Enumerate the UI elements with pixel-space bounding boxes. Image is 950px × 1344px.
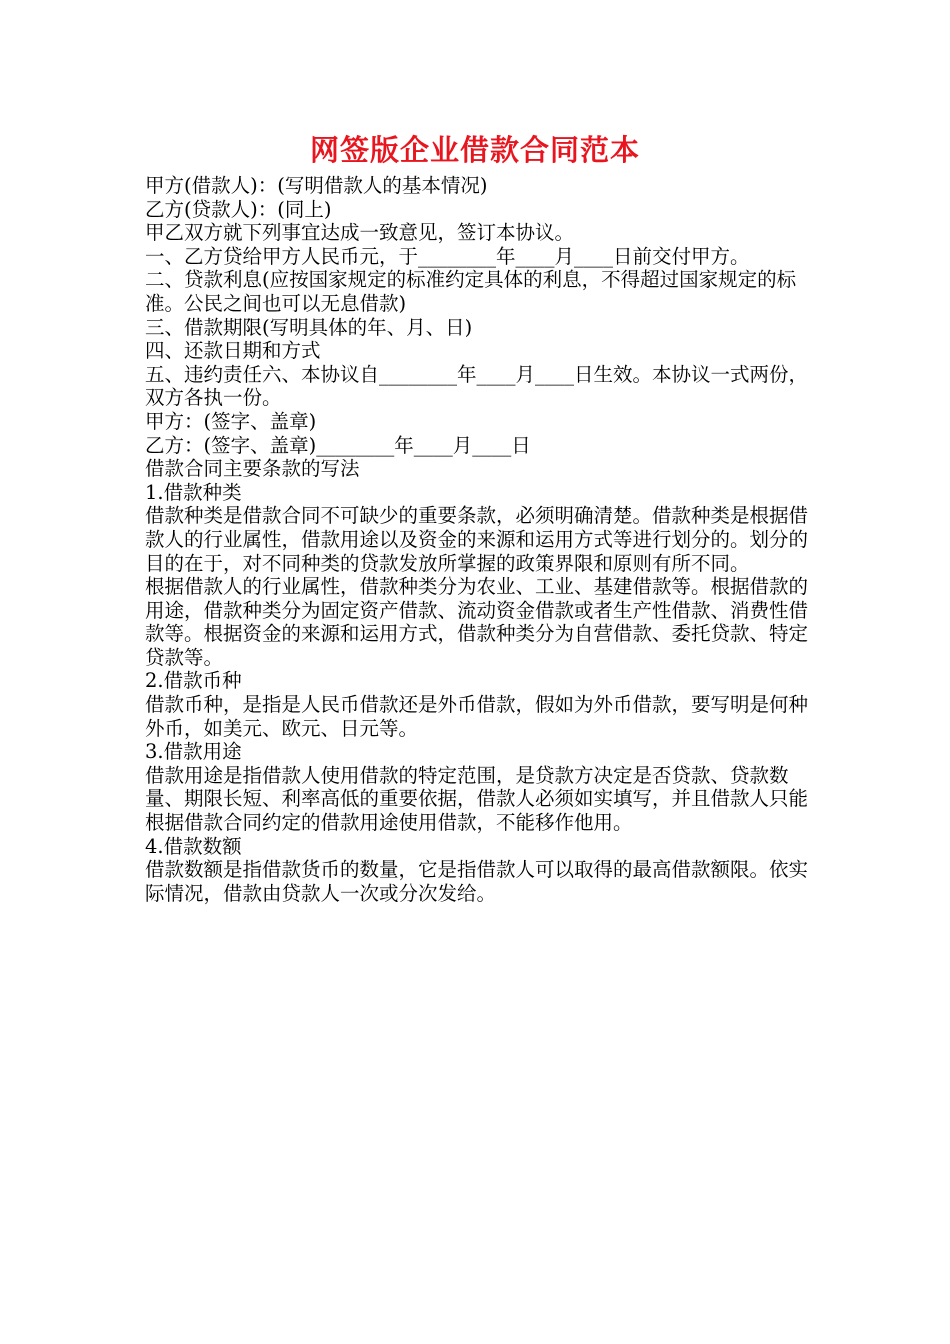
paragraph-clause-1: 一、乙方贷给甲方人民币元，于________年____月____日前交付甲方。	[145, 244, 750, 268]
paragraph-clause-2: 二、贷款利息(应按国家规定的标准约定具体的利息，不得超过国家规定的标 准。公民之间也可以无息借款)	[145, 268, 797, 315]
subheading-loan-purpose: 3.借款用途	[145, 740, 242, 764]
paragraph-signature-b: 乙方：(签字、盖章)________年____月____日	[145, 433, 531, 457]
paragraph-loan-currency: 借款币种，是指是人民币借款还是外币借款，假如为外币借款，要写明是何种外币，如美元、欧元、日元等。	[145, 693, 809, 740]
paragraph-clause-3: 三、借款期限(写明具体的年、月、日)	[145, 315, 473, 339]
paragraph-loan-amount: 借款数额是指借款货币的数量，它是指借款人可以取得的最高借款额限。依实际情况，借款由贷款人一次或分次发给。	[145, 858, 809, 905]
subheading-loan-currency: 2.借款币种	[145, 669, 242, 693]
paragraph-signature-a: 甲方：(签字、盖章)	[145, 409, 317, 433]
paragraph-agreement: 甲乙双方就下列事宜达成一致意见，签订本协议。	[145, 221, 575, 245]
document-body	[145, 174, 813, 905]
document-title: 网签版企业借款合同范本	[309, 133, 640, 167]
paragraph-loan-type-2: 根据借款人的行业属性，借款种类分为农业、工业、基建借款等。根据借款的用途，借款种类分为固定资产借款、流动资金借款或者生产性借款、消费性借款等。根据资金的来源和运用方式，借款种类分为自营借款、委托贷款、特定贷款等。	[145, 575, 809, 669]
paragraph-clause-4: 四、还款日期和方式	[145, 339, 321, 363]
paragraph-loan-type-1: 借款种类是借款合同不可缺少的重要条款，必须明确清楚。借款种类是根据借款人的行业属性，借款用途以及资金的来源和运用方式等进行划分的。划分的目的在于，对不同种类的贷款发放所掌握的政策界限和原则有所不同。	[145, 504, 809, 575]
section-heading-main-clauses: 借款合同主要条款的写法	[145, 457, 360, 481]
subheading-loan-amount: 4.借款数额	[145, 834, 242, 858]
subheading-loan-type: 1.借款种类	[145, 480, 242, 504]
paragraph-party-b: 乙方(贷款人)：(同上)	[145, 197, 332, 221]
paragraph-party-a: 甲方(借款人)：(写明借款人的基本情况)	[145, 174, 488, 197]
paragraph-loan-purpose: 借款用途是指借款人使用借款的特定范围，是贷款方决定是否贷款、贷款数量、期限长短、利率高低的重要依据，借款人必须如实填写，并且借款人只能根据借款合同约定的借款用途使用借款，不能移作他用。	[145, 763, 809, 835]
paragraph-clause-5-6: 五、违约责任六、本协议自________年____月____日生效。本协议一式两份，双方各执一份。	[145, 362, 809, 410]
